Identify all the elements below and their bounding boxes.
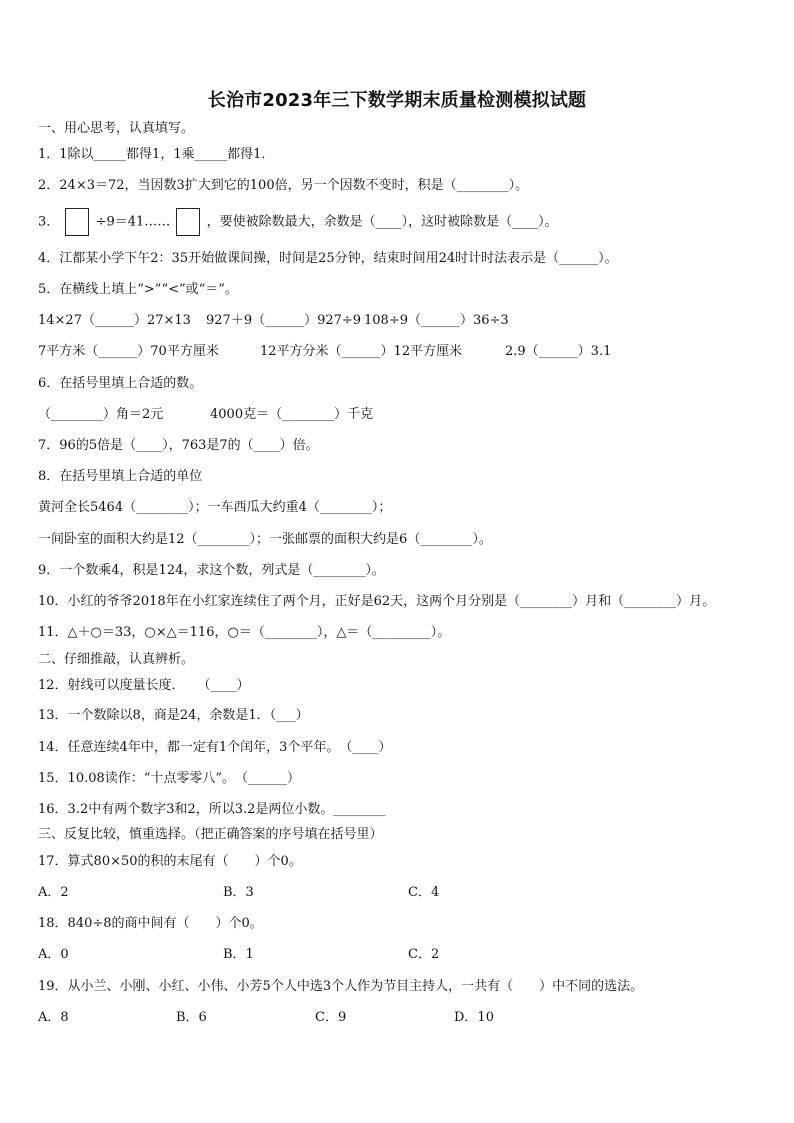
question-5: 5．在横线上填上“>”“<”或“＝”。 (38, 282, 238, 297)
question-8-row-2: 一间卧室的面积大约是12（________）；一张邮票的面积大约是6（________）。 (38, 532, 492, 547)
question-13: 13．一个数除以8，商是24，余数是1．（___） (38, 708, 309, 723)
section-heading-3: 三、反复比较，慎重选择。（把正确答案的序号填在括号里） (38, 827, 383, 842)
dividend-blank-box (65, 208, 89, 236)
option-c: C．9 (315, 1010, 347, 1025)
question-16: 16．3.2中有两个数字3和2，所以3.2是两位小数。________ (38, 802, 386, 817)
question-19: 19．从小兰、小刚、小红、小伟、小芳5个人中选3个人作为节目主持人，一共有（ ）中不同的选法。 (38, 979, 644, 994)
question-18-options (38, 946, 439, 964)
question-8-row-1: 黄河全长5464（________）；一车西瓜大约重4（________）； (38, 500, 392, 515)
question-10: 10．小红的爷爷2018年在小红家连续住了两个月，正好是62天，这两个月分别是（________）月和（________）月。 (38, 594, 716, 609)
fill-item: （________）角＝2元 (38, 407, 164, 422)
option-a: A．0 (38, 947, 69, 962)
option-a: A．8 (38, 1010, 69, 1025)
compare-item: 7平方米（______）70平方厘米 (38, 344, 219, 359)
question-4: 4．江都某小学下午2：35开始做课间操，时间是25分钟，结束时间用24时计时法表示是（______）。 (38, 251, 618, 266)
question-3 (38, 208, 558, 237)
question-7: 7．96的5倍是（____），763是7的（____）倍。 (38, 438, 319, 453)
section-heading-1: 一、用心思考，认真填写。 (38, 121, 195, 136)
option-c: C．2 (408, 947, 440, 962)
option-b: B．6 (176, 1010, 207, 1025)
question-6: 6．在括号里填上合适的数。 (38, 376, 203, 391)
question-9: 9．一个数乘4，积是124，求这个数，列式是（________）。 (38, 563, 385, 578)
question-19-options (38, 1009, 494, 1027)
option-b: B．1 (223, 947, 254, 962)
question-6-row (38, 406, 373, 424)
question-1: 1．1除以_____都得1，1乘_____都得1． (38, 147, 275, 162)
question-15: 15．10.08读作：“十点零零八”。 （______） (38, 771, 301, 786)
question-14: 14．任意连续4年中，都一定有1个闰年，3个平年。 （____） (38, 740, 392, 755)
question-3-number: 3． (38, 214, 60, 230)
question-17-options (38, 884, 439, 902)
question-17: 17．算式80×50的积的末尾有（ ）个0。 (38, 854, 302, 869)
question-5-row-1 (38, 312, 509, 330)
compare-item: 12平方分米（______）12平方厘米 (260, 344, 463, 359)
option-c: C．4 (408, 885, 440, 900)
question-8: 8．在括号里填上合适的单位 (38, 469, 203, 484)
question-18: 18．840÷8的商中间有（ ）个0。 (38, 916, 263, 931)
page-title: 长治市2023年三下数学期末质量检测模拟试题 (207, 90, 587, 111)
section-heading-2: 二、仔细推敲，认真辨析。 (38, 652, 195, 667)
question-11: 11．△＋○＝33，○×△＝116，○＝（________），△＝（_________）。 (38, 625, 451, 640)
option-a: A．2 (38, 885, 69, 900)
compare-item: 927＋9（______）927÷9 (206, 313, 362, 328)
compare-item: 2.9（______）3.1 (505, 344, 612, 359)
compare-item: 108÷9（______）36÷3 (364, 313, 509, 328)
remainder-blank-box (176, 208, 200, 236)
question-12: 12．射线可以度量长度． （____） (38, 678, 250, 693)
option-b: B．3 (223, 885, 254, 900)
fill-item: 4000克＝（________）千克 (210, 407, 374, 422)
question-2: 2．24×3＝72，当因数3扩大到它的100倍，另一个因数不变时，积是（________）。 (38, 178, 529, 193)
question-5-row-2 (38, 343, 611, 361)
compare-item: 14×27（______）27×13 (38, 313, 191, 328)
option-d: D．10 (454, 1010, 494, 1025)
question-3-division: ÷9＝41…… (95, 214, 171, 230)
question-3-text: ，要使被除数最大，余数是（____），这时被除数是（____）。 (206, 214, 558, 230)
